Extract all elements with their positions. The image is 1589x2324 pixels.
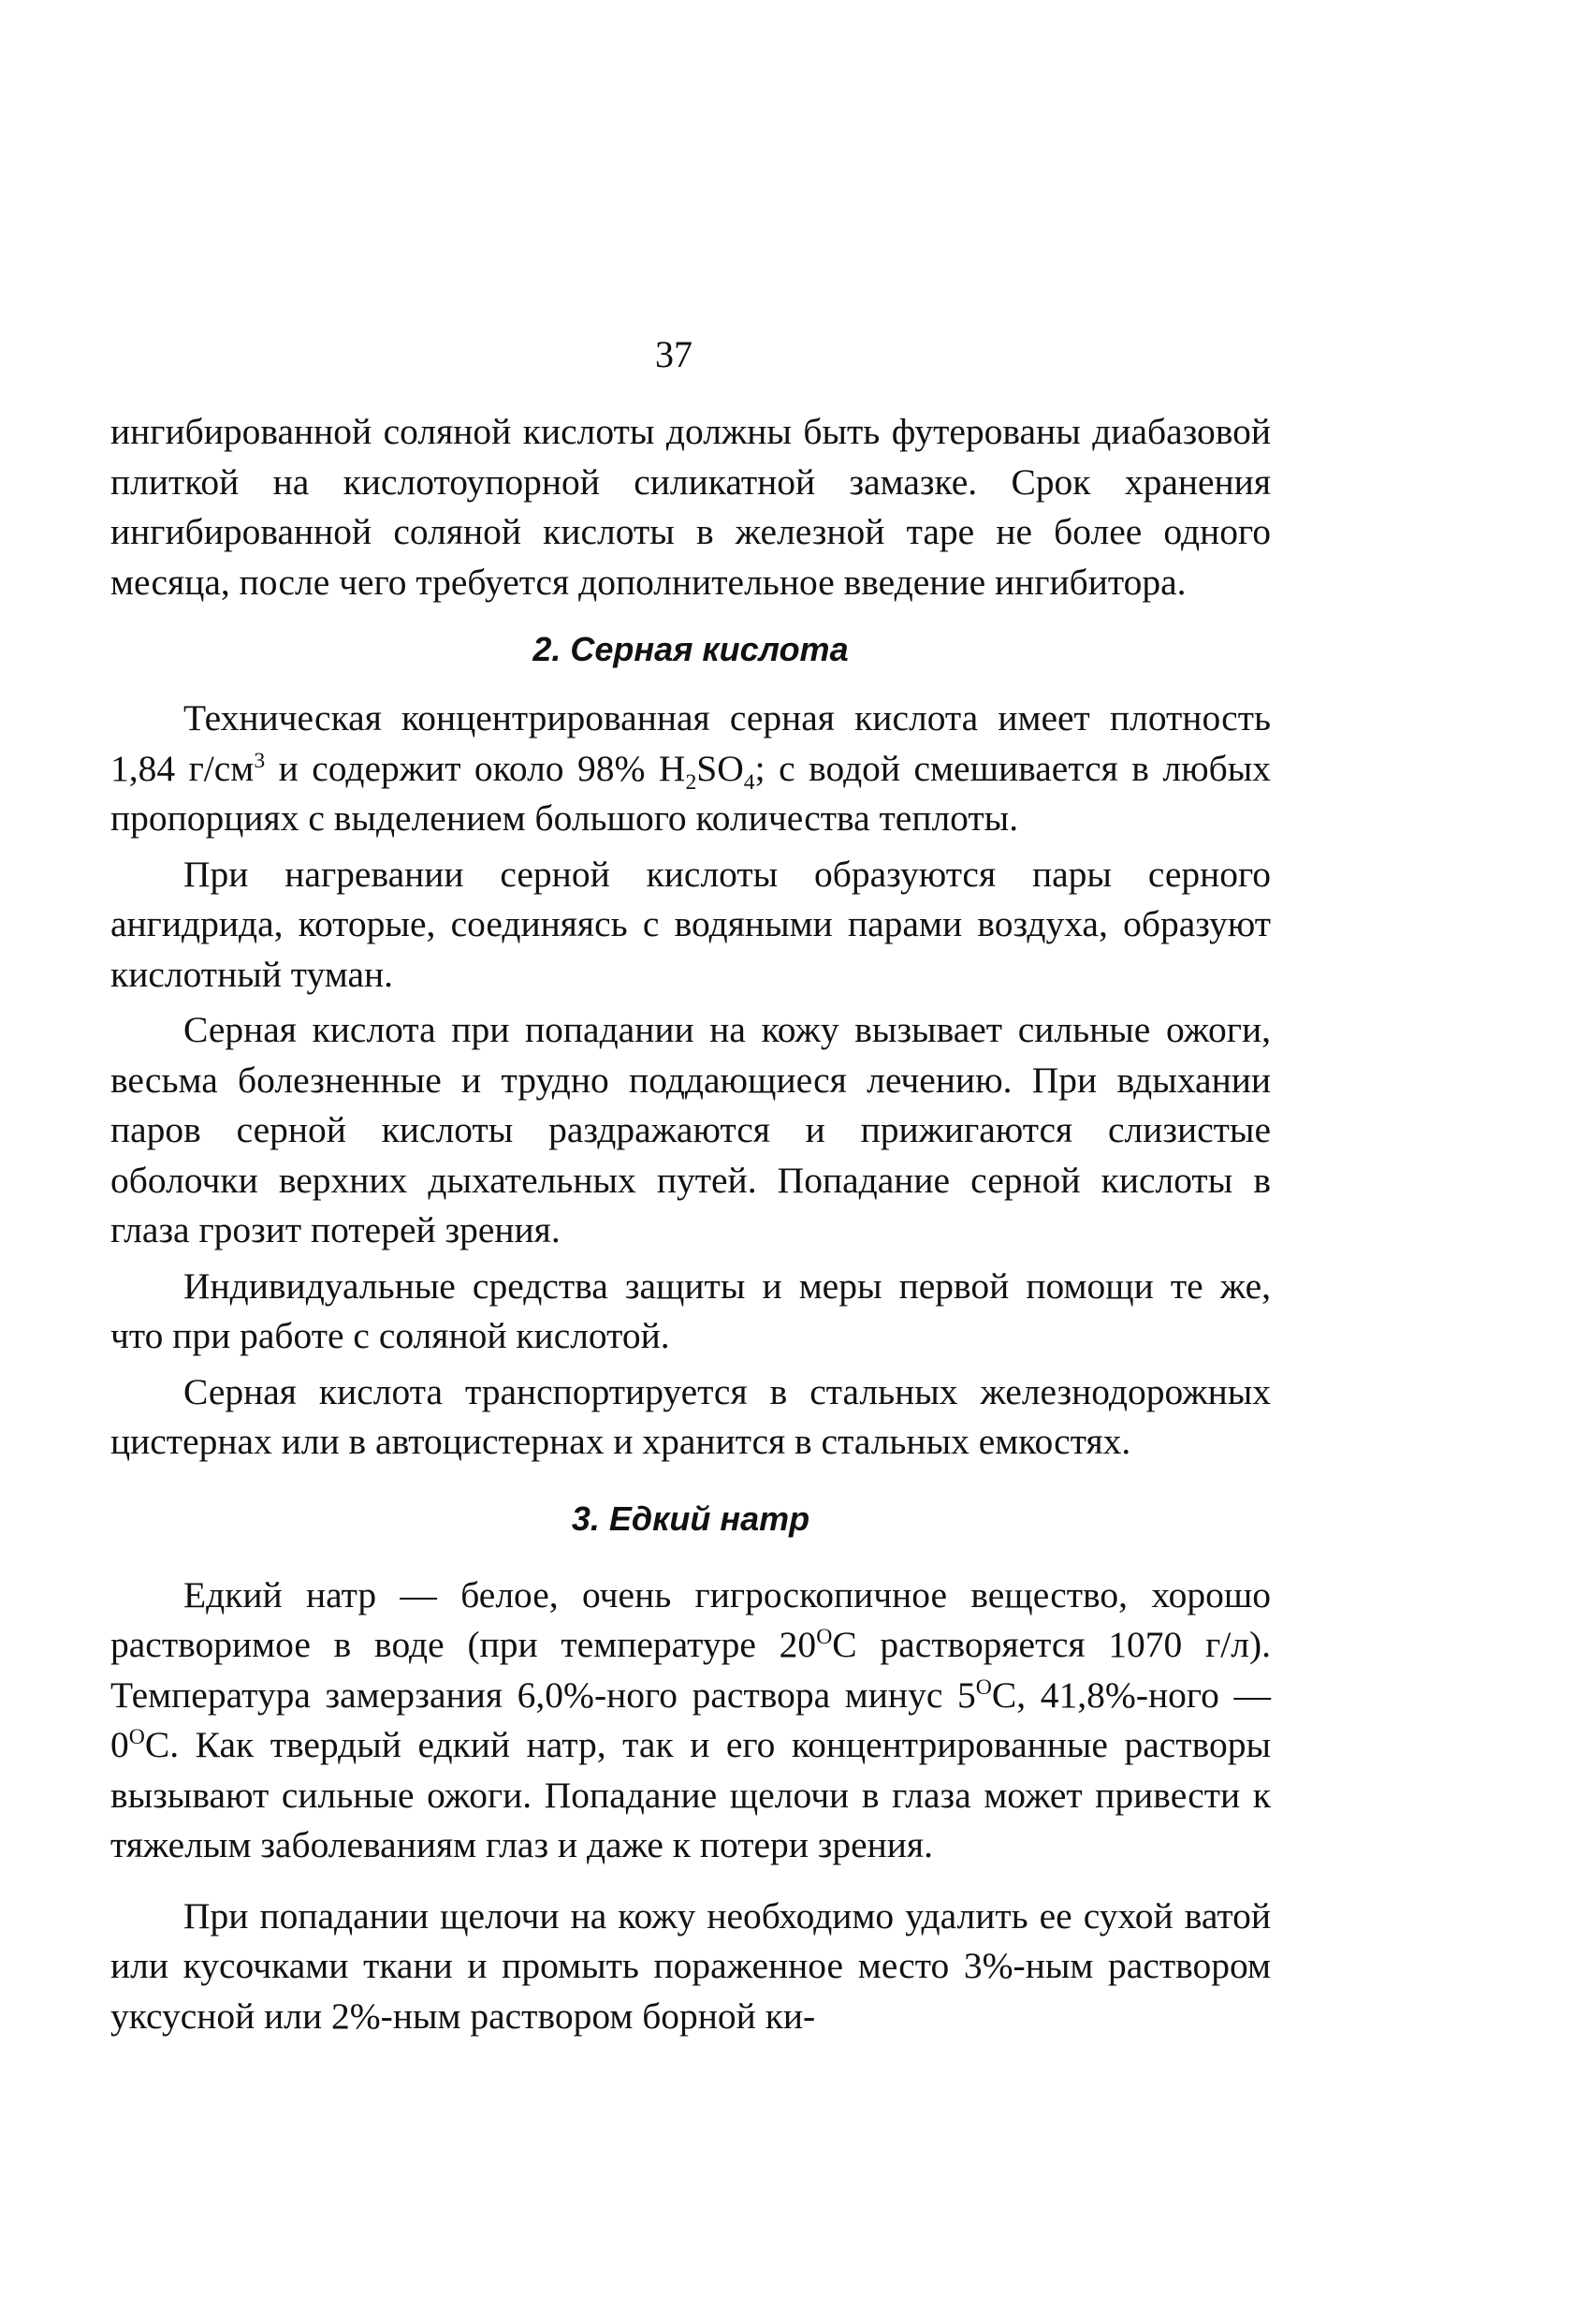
paragraph-sulfuric-3: Серная кислота при попадании на кожу вызывает сильные ожоги, весьма болезненные и трудно поддающиеся лечению. При вдыхании паров серной кислоты раздражаются и прижигаются слизистые оболочки верхних дыхательных путей. Попадание серной кислоты в глаза грозит потерей зрения. [110, 1009, 1271, 1250]
paragraph-sulfuric-5: Серная кислота транспортируется в стальных железнодорожных цистернах или в автоцистернах и хранится в стальных емкостях. [110, 1370, 1271, 1462]
section-heading-sulfuric-acid: 2. Серная кислота [532, 630, 849, 668]
paragraph-sulfuric-4: Индивидуальные средства защиты и меры первой помощи те же, что при работе с соляной кислотой. [110, 1264, 1271, 1356]
paragraph-sulfuric-2: При нагревании серной кислоты образуются пары серного ангидрида, которые, соединяясь с водяными парами воздуха, образуют кислотный туман. [110, 853, 1271, 995]
page-body [110, 407, 1271, 2041]
paragraph-sulfuric-1: Техническая концентрированная серная кислота имеет плотность 1,84 $г/см^3$ и содержит около 98% $H_2SO_4$; с водой смешивается в любых пропорциях с выделением большого количества теплоты. [110, 697, 1271, 839]
paragraph-caustic-1: Едкий натр — белое, очень гигроскопичное вещество, хорошо растворимое в воде (при температуре $20^OС$ растворяется 1070 г/л). Температура замерзания 6,0%-ного раствора минус $5^OС$, 41,8%-ного — $0^OС$. Как твердый едкий натр, так и его концентрированные растворы вызывают сильные ожоги. Попадание щелочи в глаза может привести к тяжелым заболеваниям глаз и даже к потери зрения. [110, 1573, 1271, 1865]
page-number: 37 [655, 333, 692, 375]
paragraph-caustic-2: При попадании щелочи на кожу необходимо удалить ее сухой ватой или кусочками ткани и промыть пораженное место 3%-ным раствором уксусной или 2%-ным раствором борной ки- [110, 1894, 1271, 2037]
section-heading-caustic-soda: 3. Едкий натр [571, 1498, 810, 1538]
paragraph-continued: ингибированной соляной кислоты должны быть футерованы диабазовой плиткой на кислотоупорной силикатной замазке. Срок хранения ингибированной соляной кислоты в железной таре не более одного месяца, после чего требуется дополнительное введение ингибитора. [110, 411, 1271, 603]
